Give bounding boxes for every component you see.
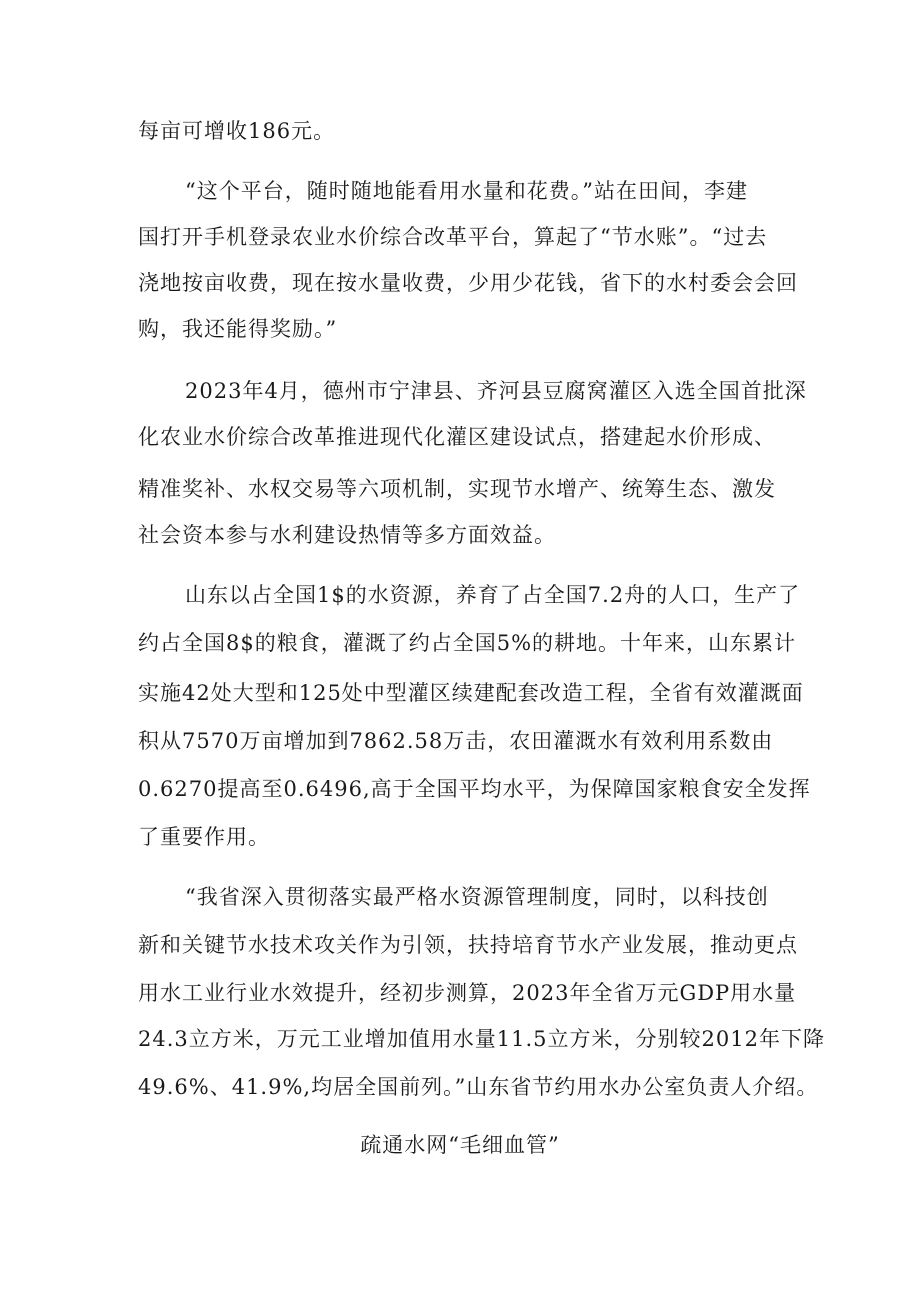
text-line: 0.6270提高至0.6496,高于全国平均水平，为保障国家粮食安全发挥: [138, 777, 811, 801]
text-line: 用水工业行业水效提升，经初步测算，2023年全省万元GDP用水量: [138, 981, 797, 1005]
text-line: 新和关键节水技术攻关作为引领，扶持培育节水产业发展，推动更点: [138, 933, 798, 957]
section-heading: 疏通水网“毛细血管”: [360, 1133, 560, 1157]
text-line: 49.6%、41.9%,均居全国前列。”山东省节约用水办公室负责人介绍。: [138, 1075, 819, 1099]
text-line: 浇地按亩收费，现在按水量收费，少用少花钱，省下的水村委会会回: [138, 271, 798, 295]
text-line: 实施42处大型和125处中型灌区续建配套改造工程，全省有效灌溉面: [138, 681, 804, 705]
text-line: 国打开手机登录农业水价综合改革平台，算起了“节水账”。“过去: [138, 225, 768, 249]
text-line: 精准奖补、水权交易等六项机制，实现节水增产、统筹生态、激发: [138, 477, 776, 501]
text-line: 2023年4月，德州市宁津县、齐河县豆腐窝灌区入选全国首批深: [185, 379, 807, 403]
text-line: 山东以占全国1$的水资源，养育了占全国7.2舟的人口，生产了: [185, 583, 801, 607]
text-line: 购，我还能得奖励。”: [138, 317, 338, 341]
text-line: “我省深入贯彻落实最严格水资源管理制度，同时，以科技创: [185, 885, 769, 909]
text-line: 约占全国8$的粮食，灌溉了约占全国5%的耕地。十年来，山东累计: [138, 631, 797, 655]
text-line: 每亩可增收186元。: [138, 119, 336, 143]
text-line: 了重要作用。: [138, 825, 270, 849]
text-line: 积从7570万亩增加到7862.58万击，农田灌溉水有效利用系数由: [138, 729, 774, 753]
text-line: 24.3立方米，万元工业增加值用水量11.5立方米，分别较2012年下降: [138, 1027, 825, 1051]
text-line: 社会资本参与水利建设热情等多方面效益。: [138, 523, 556, 547]
text-line: “这个平台，随时随地能看用水量和花费。”站在田间，李建: [185, 179, 748, 203]
text-line: 化农业水价综合改革推进现代化灌区建设试点，搭建起水价形成、: [138, 425, 776, 449]
